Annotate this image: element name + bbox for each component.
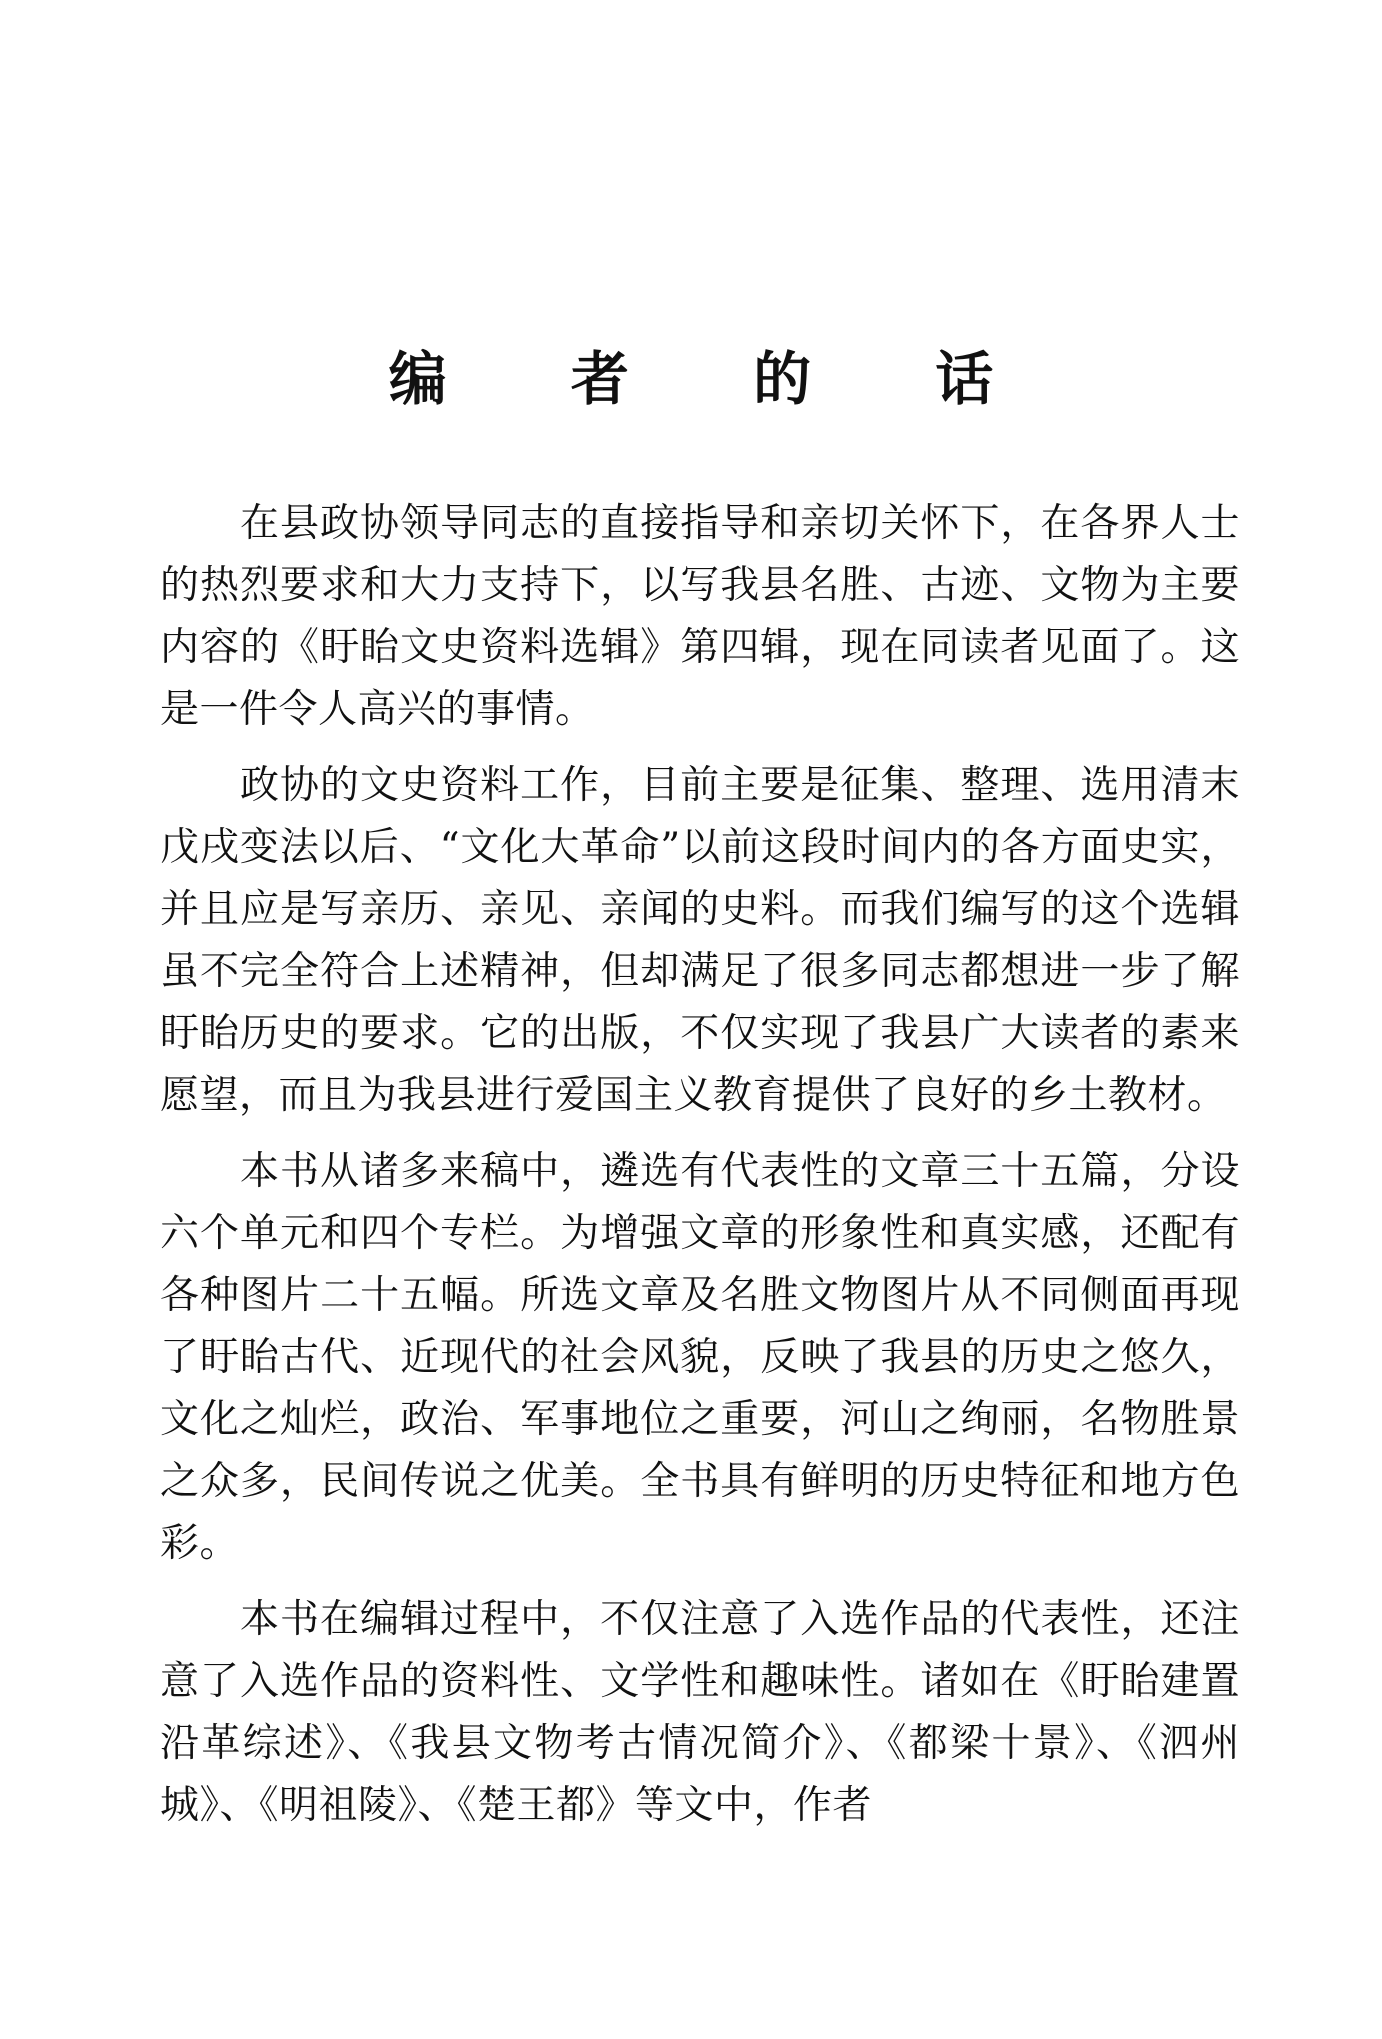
paragraph-1: 在县政协领导同志的直接指导和亲切关怀下，在各界人士的热烈要求和大力支持下，以写我县名胜、古迹、文物为主要内容的《盱眙文史资料选辑》第四辑，现在同读者见面了。这是一件令人高兴的事情。 bbox=[160, 501, 1240, 732]
paragraph-4: 本书在编辑过程中，不仅注意了入选作品的代表性，还注意了入选作品的资料性、文学性和趣味性。诸如在《盱眙建置沿革综述》、《我县文物考古情况简介》、《都梁十景》、《泗州城》、《明祖陵》、《楚王都》等文中，作者 bbox=[160, 1597, 1240, 1828]
body-text bbox=[160, 493, 1240, 1851]
page-title: 编 者 的 话 bbox=[388, 344, 1046, 413]
paragraph-2: 政协的文史资料工作，目前主要是征集、整理、选用清末戊戌变法以后、“文化大革命”以前这段时间内的各方面史实，并且应是写亲历、亲见、亲闻的史料。而我们编写的这个选辑虽不完全符合上述精神，但却满足了很多同志都想进一步了解盱眙历史的要求。它的出版，不仅实现了我县广大读者的素来愿望，而且为我县进行爱国主义教育提供了良好的乡土教材。 bbox=[160, 763, 1240, 1118]
paragraph-3: 本书从诸多来稿中，遴选有代表性的文章三十五篇，分设六个单元和四个专栏。为增强文章的形象性和真实感，还配有各种图片二十五幅。所选文章及名胜文物图片从不同侧面再现了盱眙古代、近现代的社会风貌，反映了我县的历史之悠久，文化之灿烂，政治、军事地位之重要，河山之绚丽，名物胜景之众多，民间传说之优美。全书具有鲜明的历史特征和地方色彩。 bbox=[160, 1149, 1240, 1566]
